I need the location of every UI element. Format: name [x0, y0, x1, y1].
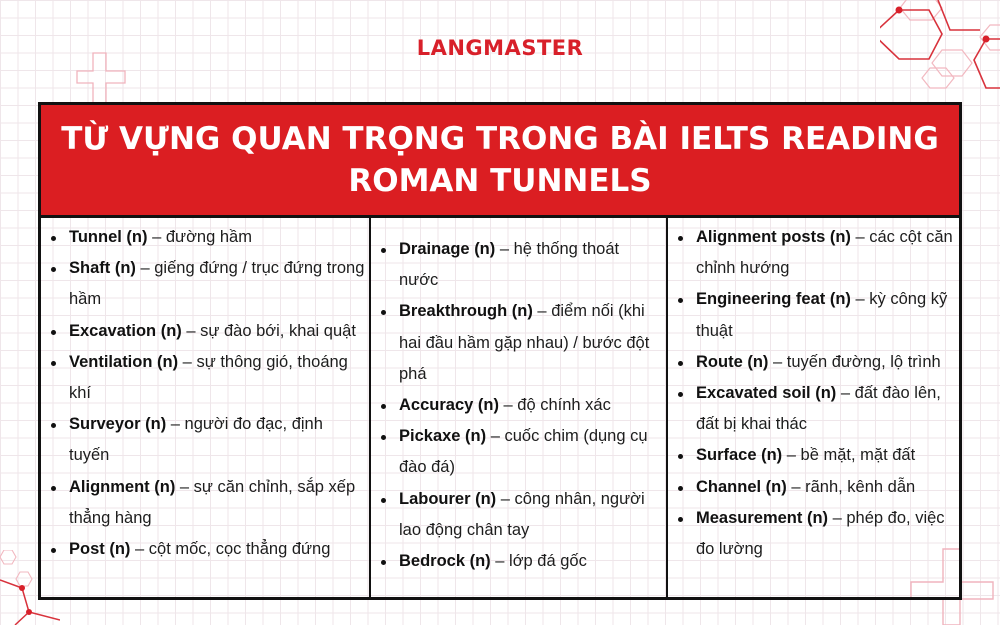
vocab-meaning: – tuyến đường, lộ trình — [768, 352, 941, 371]
vocab-item — [41, 409, 369, 471]
vocab-item — [41, 316, 369, 347]
vocabulary-column-1 — [41, 218, 371, 597]
vocab-meaning: – phép đo, việc đo lường — [696, 508, 945, 559]
vocab-item — [668, 378, 959, 440]
vocab-item — [41, 534, 369, 565]
vocab-item — [668, 347, 959, 378]
vocab-item — [371, 484, 666, 546]
vocabulary-list — [668, 222, 959, 565]
vocab-term: Post (n) — [69, 540, 131, 559]
vocab-meaning: – các cột căn chỉnh hướng — [696, 228, 953, 278]
vocab-item — [41, 472, 369, 534]
vocab-meaning: – hệ thống thoát nước — [399, 240, 620, 290]
vocab-item — [371, 421, 666, 483]
vocabulary-list — [41, 222, 369, 565]
vocab-term: Surveyor (n) — [69, 415, 167, 434]
vocab-item — [41, 253, 369, 315]
vocab-term: Labourer (n) — [399, 489, 497, 508]
vocab-meaning: – rãnh, kênh dẫn — [786, 477, 916, 496]
vocab-term: Bedrock (n) — [399, 552, 491, 571]
vocabulary-list — [371, 234, 666, 577]
vocab-meaning: – sự thông gió, thoáng khí — [69, 352, 348, 403]
vocab-meaning: – giếng đứng / trục đứng trong hầm — [69, 259, 365, 309]
vocab-meaning: – lớp đá gốc — [490, 552, 587, 571]
vocab-item — [371, 234, 666, 296]
vocab-item — [668, 503, 959, 565]
vocab-term: Accuracy (n) — [399, 396, 499, 415]
vocab-item — [41, 347, 369, 409]
vocab-term: Shaft (n) — [69, 259, 136, 278]
card-title-banner — [41, 105, 959, 218]
vocab-meaning: – cột mốc, cọc thẳng đứng — [130, 540, 331, 559]
vocab-term: Alignment (n) — [69, 477, 176, 496]
vocab-item — [668, 472, 959, 503]
vocab-term: Alignment posts (n) — [696, 228, 851, 246]
vocab-term: Measurement (n) — [696, 508, 829, 527]
vocab-term: Route (n) — [696, 352, 769, 371]
vocabulary-columns — [41, 218, 959, 597]
vocab-term: Ventilation (n) — [69, 352, 179, 371]
vocab-meaning: – điểm nối (khi hai đầu hầm gặp nhau) / bước đột phá — [399, 302, 650, 383]
vocab-meaning: – sự căn chỉnh, sắp xếp thẳng hàng — [69, 477, 356, 527]
vocab-meaning: – công nhân, người lao động chân tay — [399, 489, 645, 539]
vocab-meaning: – đường hầm — [147, 228, 252, 246]
vocab-item — [41, 222, 369, 253]
vocab-term: Tunnel (n) — [69, 228, 148, 246]
langmaster-logo: LANGMASTER — [416, 36, 584, 60]
vocab-term: Drainage (n) — [399, 240, 496, 258]
page-title-line-1: TỪ VỰNG QUAN TRỌNG TRONG BÀI IELTS READING — [61, 121, 939, 157]
vocab-item — [668, 440, 959, 471]
vocab-meaning: – kỳ công kỹ thuật — [696, 290, 948, 340]
vocab-meaning: – sự đào bới, khai quật — [181, 321, 356, 340]
vocab-term: Channel (n) — [696, 477, 787, 496]
vocab-term: Pickaxe (n) — [399, 427, 487, 446]
page-title-line-2: ROMAN TUNNELS — [348, 163, 652, 199]
vocab-item — [668, 284, 959, 346]
vocabulary-card — [38, 102, 962, 600]
vocab-meaning: – cuốc chim (dụng cụ đào đá) — [399, 427, 648, 477]
vocabulary-column-3 — [668, 218, 959, 597]
vocab-meaning: – đất đào lên, đất bị khai thác — [696, 384, 941, 434]
vocab-term: Engineering feat (n) — [696, 290, 851, 309]
vocab-item — [371, 546, 666, 577]
vocab-term: Excavated soil (n) — [696, 384, 837, 403]
vocab-meaning: – độ chính xác — [498, 396, 611, 415]
vocab-meaning: – người đo đạc, định tuyến — [69, 415, 323, 465]
vocab-term: Surface (n) — [696, 446, 783, 465]
vocab-term: Excavation (n) — [69, 321, 182, 340]
vocab-meaning: – bề mặt, mặt đất — [782, 446, 916, 465]
vocab-item — [668, 222, 959, 284]
vocab-item — [371, 390, 666, 421]
vocab-term: Breakthrough (n) — [399, 302, 533, 321]
vocabulary-column-2 — [371, 218, 668, 597]
vocab-item — [371, 296, 666, 390]
